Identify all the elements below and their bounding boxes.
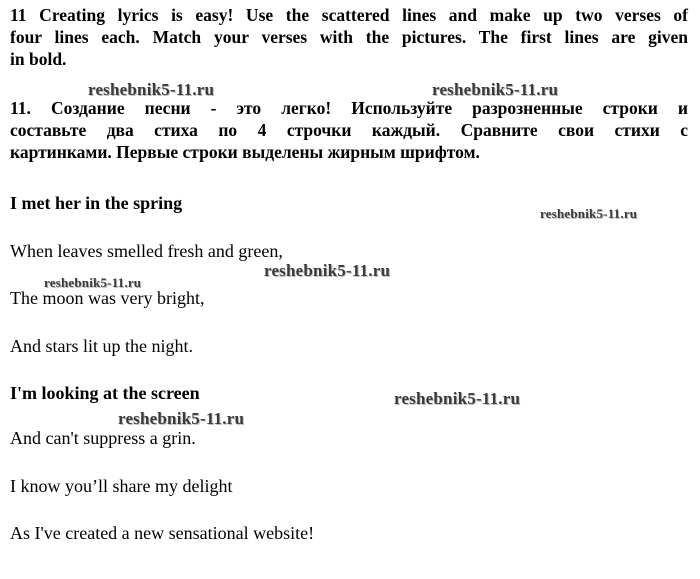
verse2-line: And can't suppress a grin. — [10, 428, 196, 448]
watermark: reshebnik5-11.ru — [540, 206, 638, 221]
task-russian — [10, 97, 688, 163]
verse2-line: As I've created a new sensational website! — [10, 523, 315, 543]
task-russian-line: 11. Создание песни - это легко! Используйте разрозненные строки и — [10, 98, 688, 118]
watermark: reshebnik5-11.ru — [432, 80, 559, 99]
task-english-line: in bold. — [10, 49, 67, 69]
task-russian-line: картинками. Первые строки выделены жирным шрифтом. — [10, 142, 480, 162]
watermark: reshebnik5-11.ru — [264, 261, 391, 280]
task-english — [10, 4, 688, 70]
verse1-line: When leaves smelled fresh and green, — [10, 241, 283, 261]
verse1-line: And stars lit up the night. — [10, 336, 193, 356]
watermark: reshebnik5-11.ru — [44, 275, 142, 290]
task-english-line: four lines each. Match your verses with the pictures. The first lines are given — [10, 27, 688, 47]
verse2-first-line: I'm looking at the screen — [10, 383, 200, 403]
watermark: reshebnik5-11.ru — [118, 409, 245, 428]
watermark: reshebnik5-11.ru — [88, 80, 215, 99]
watermark: reshebnik5-11.ru — [394, 389, 521, 408]
verse1-line: The moon was very bright, — [10, 288, 205, 308]
task-english-line: 11 Creating lyrics is easy! Use the scattered lines and make up two verses of — [10, 5, 688, 25]
verse1-first-line: I met her in the spring — [10, 193, 183, 213]
verse2-line: I know you’ll share my delight — [10, 476, 233, 496]
task-russian-line: составьте два стиха по 4 строчки каждый. Сравните свои стихи с — [10, 120, 688, 140]
